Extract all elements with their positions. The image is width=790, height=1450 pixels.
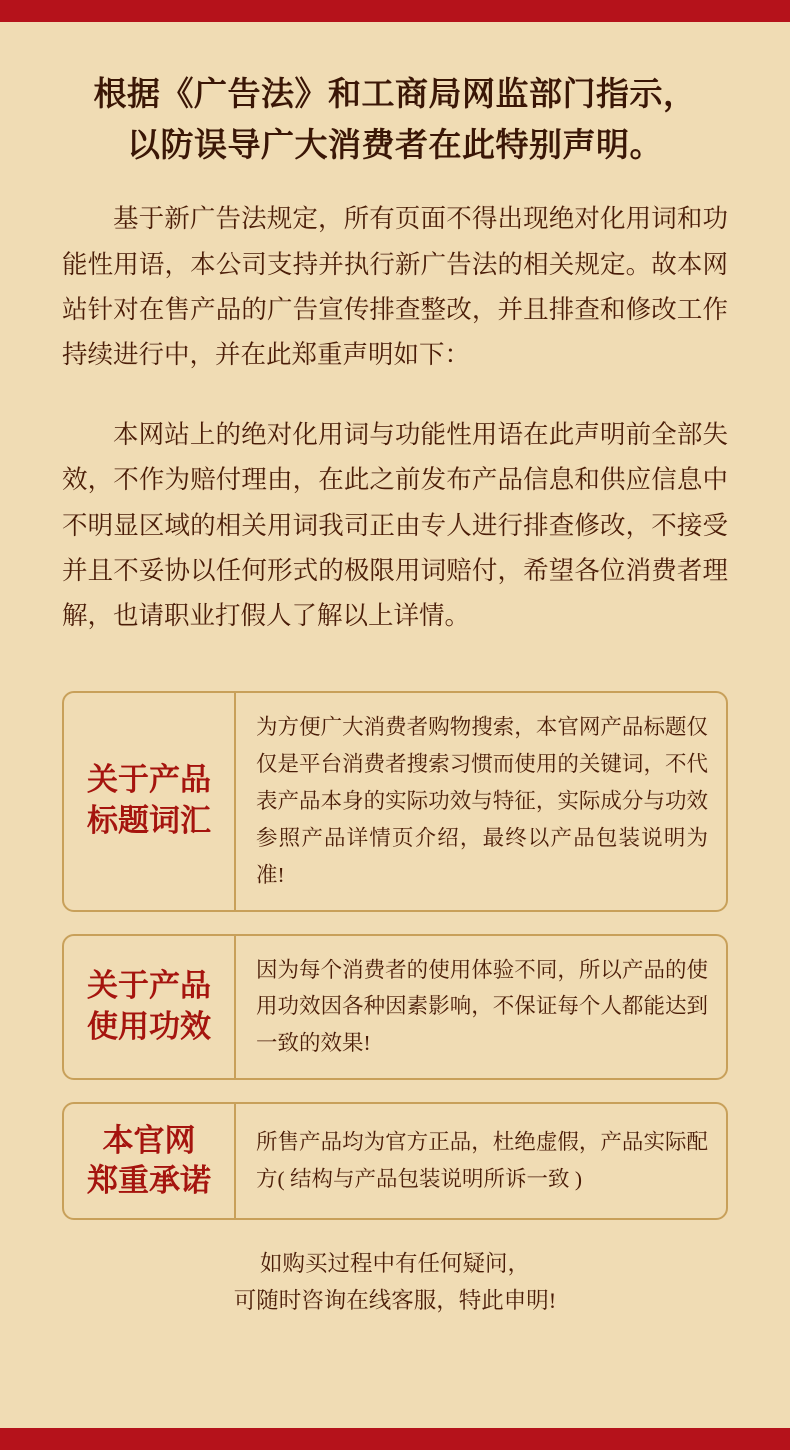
page-title-line-1: 根据《广告法》和工商局网监部门指示， <box>93 77 697 113</box>
page-title-line-2: 以防误导广大消费者在此特别声明。 <box>127 128 663 165</box>
statement-card-product-title-label-line-1: 关于产品 <box>87 762 211 798</box>
statement-panel <box>0 22 790 1428</box>
statement-card-product-efficacy-label-line-2: 使用功效 <box>87 1008 211 1044</box>
statement-paragraph-1: 基于新广告法规定，所有页面不得出现绝对化用词和功能性用语，本公司支持并执行新广告法的相关规定。故本网站针对在售产品的广告宣传排查整改，并且排查和修改工作持续进行中，并在此郑重声明如下： <box>62 204 728 370</box>
statement-card-official-promise-body: 所售产品均为官方正品，杜绝虚假，产品实际配方( 结构与产品包装说明所诉一致 ) <box>256 1130 708 1192</box>
footer-note <box>62 1246 728 1319</box>
statement-card-product-title <box>62 691 728 912</box>
statement-card-product-efficacy-label <box>64 936 236 1079</box>
statement-card-official-promise-label-line-2: 郑重承诺 <box>87 1163 211 1199</box>
statement-card-official-promise <box>62 1102 728 1220</box>
footer-note-line-2: 可随时咨询在线客服，特此申明! <box>233 1287 557 1313</box>
statement-card-product-efficacy <box>62 934 728 1081</box>
page-title <box>62 70 728 172</box>
statement-card-official-promise-label <box>64 1104 236 1218</box>
statement-card-product-efficacy-label-line-1: 关于产品 <box>87 968 211 1004</box>
bottom-red-bar <box>0 1428 790 1450</box>
statement-card-product-efficacy-body: 因为每个消费者的使用体验不同，所以产品的使用功效因各种因素影响，不保证每个人都能达到一致的效果! <box>256 957 708 1056</box>
statement-card-product-title-label-line-2: 标题词汇 <box>87 803 211 839</box>
statement-card-product-title-label <box>64 693 236 910</box>
statement-card-list <box>62 691 728 1221</box>
statement-card-official-promise-label-line-1: 本官网 <box>102 1122 196 1158</box>
top-red-bar <box>0 0 790 22</box>
statement-paragraph-2: 本网站上的绝对化用词与功能性用语在此声明前全部失效，不作为赔付理由，在此之前发布产品信息和供应信息中不明显区域的相关用词我司正由专人进行排查修改，不接受并且不妥协以任何形式的极限用词赔付，希望各位消费者理解，也请职业打假人了解以上详情。 <box>62 419 728 631</box>
footer-note-line-1: 如购买过程中有任何疑问， <box>259 1251 530 1277</box>
statement-card-product-title-body: 为方便广大消费者购物搜索，本官网产品标题仅仅是平台消费者搜索习惯而使用的关键词，不代表产品本身的实际功效与特征，实际成分与功效参照产品详情页介绍，最终以产品包装说明为准! <box>256 714 708 887</box>
